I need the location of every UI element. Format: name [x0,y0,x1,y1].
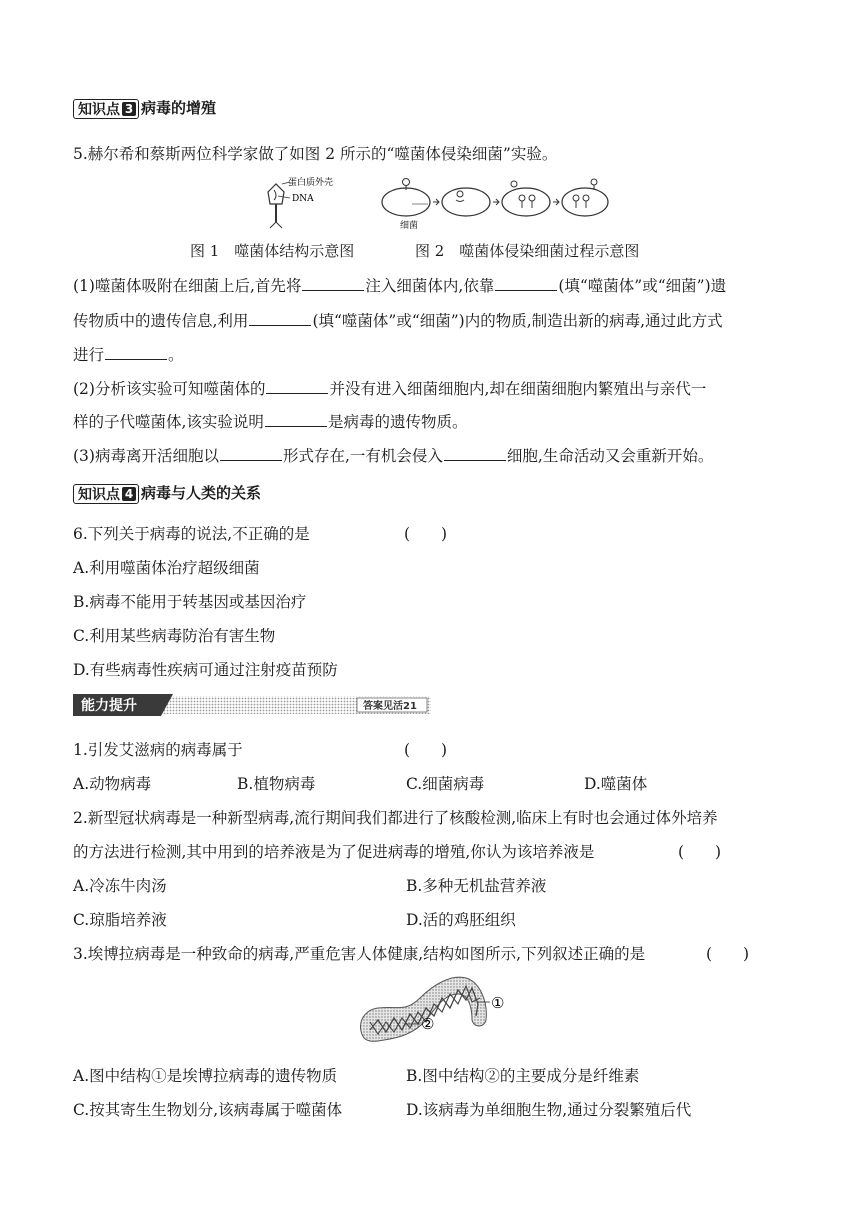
fig1-label-dna: DNA [292,194,314,204]
knowledge-tag: 知识点 4 [73,484,139,504]
answer-paren[interactable]: ( ) [678,843,722,861]
answer-blank[interactable] [266,379,328,394]
answer-blank[interactable] [265,412,327,427]
section-heading-4 [73,482,261,504]
a1-option-a[interactable]: A.动物病毒 [73,775,152,793]
a2-option-d[interactable]: D.活的鸡胚组织 [406,911,516,929]
a3-option-a[interactable]: A.图中结构①是埃博拉病毒的遗传物质 [73,1067,338,1085]
q6-stem: 6.下列关于病毒的说法,不正确的是 [73,525,310,543]
phage-figures [260,170,610,232]
knowledge-tag: 知识点 3 [73,99,139,119]
answer-blank[interactable] [444,446,506,461]
answer-blank[interactable] [105,345,167,360]
a2-option-c[interactable]: C.琼脂培养液 [73,911,167,929]
ebola-virus-figure [348,968,518,1052]
q5-part1-line3: 进行 。 [73,346,184,364]
q5-part2-line1: (2)分析该实验可知噬菌体的 并没有进入细菌细胞内,却在细菌细胞内繁殖出与亲代一 [73,380,707,398]
a2-stem-line2: 的方法进行检测,其中用到的培养液是为了促进病毒的增殖,你认为该培养液是 [73,843,595,861]
a3-option-c[interactable]: C.按其寄生生物划分,该病毒属于噬菌体 [73,1101,343,1119]
answer-paren[interactable]: ( ) [404,741,448,759]
label-structure-1: ① [491,994,505,1012]
q6-option-b[interactable]: B.病毒不能用于转基因或基因治疗 [73,593,307,611]
fig2-label-bacterium: 细菌 [400,221,419,231]
label-structure-2: ② [421,1015,435,1033]
q5-part3: (3)病毒离开活细胞以 形式存在,一有机会侵入 细胞,生命活动又会重新开始。 [73,447,714,465]
answer-reference: 答案见活21 [363,701,417,712]
q6-option-c[interactable]: C.利用某些病毒防治有害生物 [73,627,276,645]
a1-stem: 1.引发艾滋病的病毒属于 [73,741,243,759]
a2-option-a[interactable]: A.冷冻牛肉汤 [73,877,167,895]
a3-option-b[interactable]: B.图中结构②的主要成分是纤维素 [406,1067,640,1085]
answer-blank[interactable] [249,311,311,326]
q6-option-a[interactable]: A.利用噬菌体治疗超级细菌 [73,559,260,577]
answer-blank[interactable] [302,276,364,291]
q6-option-d[interactable]: D.有些病毒性疾病可通过注射疫苗预防 [73,661,338,679]
a1-option-d[interactable]: D.噬菌体 [584,775,648,793]
section-heading-3 [73,97,216,119]
tag-number: 4 [122,487,136,501]
a1-option-b[interactable]: B.植物病毒 [237,775,316,793]
a2-option-b[interactable]: B.多种无机盐营养液 [406,877,547,895]
answer-paren[interactable]: ( ) [706,945,750,963]
q5-stem: 5.赫尔希和蔡斯两位科学家做了如图 2 所示的“噬菌体侵染细菌”实验。 [73,145,558,163]
a1-option-c[interactable]: C.细菌病毒 [406,775,485,793]
q5-part2-line2: 样的子代噬菌体,该实验说明 是病毒的遗传物质。 [73,413,468,431]
phage-structure-figure [268,176,333,228]
a2-stem-line1: 2.新型冠状病毒是一种新型病毒,流行期间我们都进行了核酸检测,临床上有时也会通过体外培养 [73,809,718,827]
figure1-caption: 图 1 噬菌体结构示意图 [190,242,355,260]
fig1-label-capsid: 蛋白质外壳 [288,178,334,188]
section-title: 病毒的增殖 [141,99,217,117]
infection-process-figure [382,179,608,232]
q5-part1-line1: (1)噬菌体吸附在细菌上后,首先将 注入细菌体内,依靠 (填“噬菌体”或“细菌”)遗 [73,277,727,295]
ability-banner [73,694,431,716]
answer-blank[interactable] [495,276,557,291]
q5-part1-line2: 传物质中的遗传信息,利用 (填“噬菌体”或“细菌”)内的物质,制造出新的病毒,通过此方式 [73,312,723,330]
a3-option-d[interactable]: D.该病毒为单细胞生物,通过分裂繁殖后代 [406,1101,692,1119]
figure2-caption: 图 2 噬菌体侵染细菌过程示意图 [415,242,640,260]
a3-stem: 3.埃博拉病毒是一种致命的病毒,严重危害人体健康,结构如图所示,下列叙述正确的是 [73,945,646,963]
answer-blank[interactable] [220,446,282,461]
banner-title: 能力提升 [81,698,137,714]
answer-paren[interactable]: ( ) [404,525,448,543]
section-title: 病毒与人类的关系 [141,484,262,502]
tag-number: 3 [122,102,136,116]
